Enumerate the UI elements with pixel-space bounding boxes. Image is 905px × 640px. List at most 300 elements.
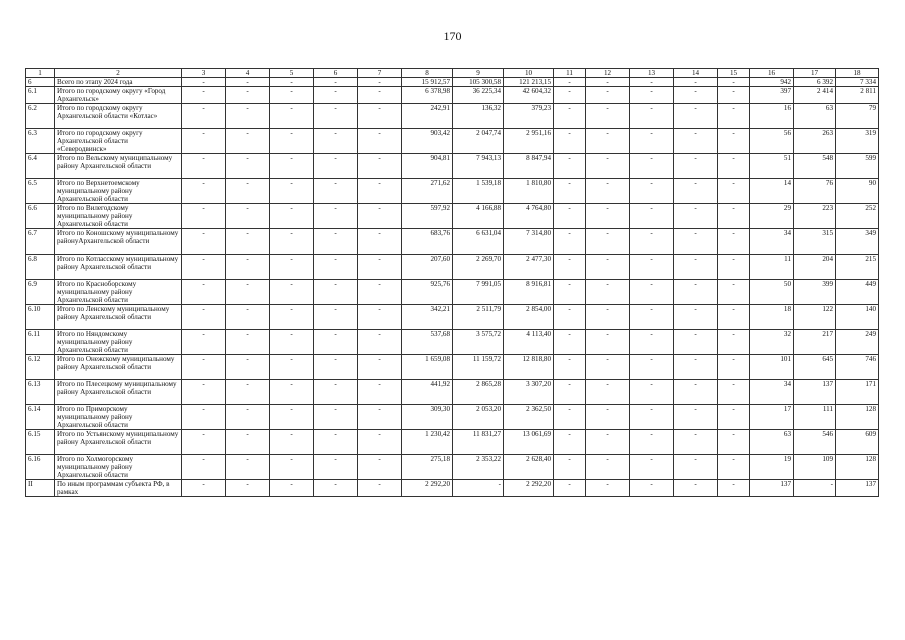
- cell-col-15: -: [718, 154, 750, 179]
- cell-col-8: 6 378,98: [402, 87, 453, 104]
- cell-col-18: 252: [836, 204, 879, 229]
- row-index: 6.14: [26, 405, 55, 430]
- cell-col-14: -: [674, 405, 718, 430]
- row-index: 6.3: [26, 129, 55, 154]
- cell-col-14: -: [674, 154, 718, 179]
- cell-col-3: -: [182, 380, 226, 405]
- row-name: Итого по Плесецкому муниципальному району Архангельской области: [55, 380, 182, 405]
- column-number: 9: [453, 69, 504, 78]
- cell-col-17: 6 392: [794, 78, 836, 87]
- table-row: [26, 87, 879, 104]
- table-row: [26, 104, 879, 129]
- row-name: Итого по Приморскому муниципальному району Архангельской области: [55, 405, 182, 430]
- table-row: [26, 229, 879, 255]
- cell-col-12: -: [586, 255, 630, 280]
- cell-col-8: 904,81: [402, 154, 453, 179]
- column-number: 17: [794, 69, 836, 78]
- cell-col-5: -: [270, 455, 314, 480]
- cell-col-6: -: [314, 179, 358, 204]
- cell-col-14: -: [674, 179, 718, 204]
- table-row: [26, 204, 879, 229]
- cell-col-14: -: [674, 455, 718, 480]
- cell-col-12: -: [586, 480, 630, 497]
- cell-col-14: -: [674, 78, 718, 87]
- table-row: [26, 179, 879, 204]
- cell-col-16: 11: [750, 255, 794, 280]
- cell-col-11: -: [554, 129, 586, 154]
- cell-col-15: -: [718, 87, 750, 104]
- cell-col-13: -: [630, 78, 674, 87]
- cell-col-10: 2 628,40: [504, 455, 554, 480]
- cell-col-10: 8 847,94: [504, 154, 554, 179]
- cell-col-10: 2 362,50: [504, 405, 554, 430]
- cell-col-9: 2 047,74: [453, 129, 504, 154]
- cell-col-7: -: [358, 104, 402, 129]
- cell-col-8: 1 659,08: [402, 355, 453, 380]
- cell-col-18: 349: [836, 229, 879, 255]
- cell-col-7: -: [358, 87, 402, 104]
- cell-col-4: -: [226, 430, 270, 455]
- row-name: Итого по Верхнетоемскому муниципальному району Архангельской области: [55, 179, 182, 204]
- cell-col-9: 36 225,34: [453, 87, 504, 104]
- cell-col-10: 3 307,20: [504, 380, 554, 405]
- cell-col-5: -: [270, 87, 314, 104]
- cell-col-8: 271,62: [402, 179, 453, 204]
- cell-col-12: -: [586, 355, 630, 380]
- cell-col-13: -: [630, 87, 674, 104]
- cell-col-15: -: [718, 280, 750, 305]
- cell-col-16: 19: [750, 455, 794, 480]
- cell-col-17: 645: [794, 355, 836, 380]
- cell-col-11: -: [554, 330, 586, 355]
- row-name: Итого по Онежскому муниципальному району Архангельской области: [55, 355, 182, 380]
- cell-col-18: 90: [836, 179, 879, 204]
- cell-col-5: -: [270, 204, 314, 229]
- cell-col-5: -: [270, 229, 314, 255]
- cell-col-14: -: [674, 129, 718, 154]
- cell-col-18: 2 811: [836, 87, 879, 104]
- cell-col-18: 7 334: [836, 78, 879, 87]
- cell-col-14: -: [674, 87, 718, 104]
- cell-col-7: -: [358, 154, 402, 179]
- table-row: [26, 78, 879, 87]
- cell-col-4: -: [226, 129, 270, 154]
- cell-col-5: -: [270, 104, 314, 129]
- column-number: 18: [836, 69, 879, 78]
- column-number-row: [26, 69, 879, 78]
- cell-col-16: 56: [750, 129, 794, 154]
- cell-col-13: -: [630, 179, 674, 204]
- cell-col-9: 2 865,28: [453, 380, 504, 405]
- cell-col-3: -: [182, 255, 226, 280]
- cell-col-6: -: [314, 380, 358, 405]
- cell-col-10: 42 604,32: [504, 87, 554, 104]
- table-row: [26, 129, 879, 154]
- cell-col-3: -: [182, 154, 226, 179]
- cell-col-5: -: [270, 78, 314, 87]
- cell-col-7: -: [358, 430, 402, 455]
- cell-col-3: -: [182, 129, 226, 154]
- cell-col-11: -: [554, 380, 586, 405]
- cell-col-3: -: [182, 204, 226, 229]
- cell-col-18: 171: [836, 380, 879, 405]
- row-index: 6.7: [26, 229, 55, 255]
- cell-col-16: 29: [750, 204, 794, 229]
- cell-col-8: 683,76: [402, 229, 453, 255]
- cell-col-16: 50: [750, 280, 794, 305]
- cell-col-13: -: [630, 255, 674, 280]
- cell-col-8: 1 230,42: [402, 430, 453, 455]
- cell-col-14: -: [674, 280, 718, 305]
- cell-col-4: -: [226, 204, 270, 229]
- cell-col-3: -: [182, 104, 226, 129]
- cell-col-12: -: [586, 229, 630, 255]
- cell-col-17: -: [794, 480, 836, 497]
- row-name: По иным программам субъекта РФ, в рамках: [55, 480, 182, 497]
- cell-col-15: -: [718, 179, 750, 204]
- cell-col-7: -: [358, 78, 402, 87]
- row-name: Итого по Ленскому муниципальному району Архангельской области: [55, 305, 182, 330]
- row-index: 6.12: [26, 355, 55, 380]
- cell-col-17: 111: [794, 405, 836, 430]
- row-index: 6.2: [26, 104, 55, 129]
- cell-col-10: 2 854,00: [504, 305, 554, 330]
- row-name: Итого по Няндомскому муниципальному району Архангельской области: [55, 330, 182, 355]
- cell-col-12: -: [586, 129, 630, 154]
- cell-col-10: 1 810,80: [504, 179, 554, 204]
- cell-col-12: -: [586, 78, 630, 87]
- cell-col-5: -: [270, 255, 314, 280]
- cell-col-13: -: [630, 480, 674, 497]
- cell-col-3: -: [182, 179, 226, 204]
- cell-col-15: -: [718, 480, 750, 497]
- cell-col-18: 137: [836, 480, 879, 497]
- cell-col-4: -: [226, 154, 270, 179]
- cell-col-14: -: [674, 430, 718, 455]
- cell-col-16: 34: [750, 229, 794, 255]
- cell-col-7: -: [358, 355, 402, 380]
- cell-col-9: 1 539,18: [453, 179, 504, 204]
- cell-col-18: 140: [836, 305, 879, 330]
- cell-col-18: 128: [836, 405, 879, 430]
- cell-col-3: -: [182, 305, 226, 330]
- table-row: [26, 455, 879, 480]
- cell-col-11: -: [554, 305, 586, 330]
- cell-col-11: -: [554, 154, 586, 179]
- cell-col-16: 397: [750, 87, 794, 104]
- column-number: 10: [504, 69, 554, 78]
- cell-col-7: -: [358, 480, 402, 497]
- row-index: II: [26, 480, 55, 497]
- column-number: 13: [630, 69, 674, 78]
- cell-col-10: 4 764,80: [504, 204, 554, 229]
- cell-col-9: 7 991,05: [453, 280, 504, 305]
- cell-col-16: 16: [750, 104, 794, 129]
- cell-col-12: -: [586, 204, 630, 229]
- cell-col-6: -: [314, 330, 358, 355]
- cell-col-6: -: [314, 305, 358, 330]
- cell-col-3: -: [182, 280, 226, 305]
- cell-col-12: -: [586, 380, 630, 405]
- table-row: [26, 305, 879, 330]
- cell-col-17: 548: [794, 154, 836, 179]
- cell-col-7: -: [358, 179, 402, 204]
- cell-col-11: -: [554, 280, 586, 305]
- cell-col-16: 51: [750, 154, 794, 179]
- cell-col-5: -: [270, 405, 314, 430]
- cell-col-14: -: [674, 355, 718, 380]
- cell-col-5: -: [270, 480, 314, 497]
- cell-col-5: -: [270, 179, 314, 204]
- cell-col-18: 746: [836, 355, 879, 380]
- row-name: Итого по городскому округу «Город Архангельск»: [55, 87, 182, 104]
- cell-col-7: -: [358, 255, 402, 280]
- cell-col-3: -: [182, 405, 226, 430]
- data-table: [25, 68, 879, 497]
- cell-col-9: 4 166,88: [453, 204, 504, 229]
- cell-col-9: 6 631,04: [453, 229, 504, 255]
- cell-col-13: -: [630, 355, 674, 380]
- cell-col-9: 105 300,58: [453, 78, 504, 87]
- cell-col-18: 599: [836, 154, 879, 179]
- cell-col-3: -: [182, 229, 226, 255]
- cell-col-15: -: [718, 104, 750, 129]
- cell-col-4: -: [226, 455, 270, 480]
- row-index: 6.4: [26, 154, 55, 179]
- row-name: Итого по Котласскому муниципальному району Архангельской области: [55, 255, 182, 280]
- column-number: 8: [402, 69, 453, 78]
- cell-col-15: -: [718, 229, 750, 255]
- cell-col-5: -: [270, 380, 314, 405]
- cell-col-16: 101: [750, 355, 794, 380]
- table-row: [26, 430, 879, 455]
- cell-col-12: -: [586, 430, 630, 455]
- cell-col-8: 342,21: [402, 305, 453, 330]
- column-number: 3: [182, 69, 226, 78]
- cell-col-17: 122: [794, 305, 836, 330]
- cell-col-11: -: [554, 179, 586, 204]
- cell-col-5: -: [270, 355, 314, 380]
- cell-col-3: -: [182, 480, 226, 497]
- cell-col-11: -: [554, 104, 586, 129]
- cell-col-12: -: [586, 305, 630, 330]
- cell-col-16: 32: [750, 330, 794, 355]
- cell-col-16: 942: [750, 78, 794, 87]
- cell-col-17: 315: [794, 229, 836, 255]
- cell-col-8: 242,91: [402, 104, 453, 129]
- cell-col-14: -: [674, 204, 718, 229]
- cell-col-6: -: [314, 204, 358, 229]
- cell-col-15: -: [718, 129, 750, 154]
- cell-col-12: -: [586, 179, 630, 204]
- cell-col-13: -: [630, 280, 674, 305]
- cell-col-6: -: [314, 355, 358, 380]
- cell-col-7: -: [358, 455, 402, 480]
- cell-col-6: -: [314, 430, 358, 455]
- cell-col-13: -: [630, 330, 674, 355]
- cell-col-17: 109: [794, 455, 836, 480]
- table-row: [26, 380, 879, 405]
- cell-col-11: -: [554, 355, 586, 380]
- cell-col-15: -: [718, 255, 750, 280]
- cell-col-14: -: [674, 255, 718, 280]
- cell-col-13: -: [630, 305, 674, 330]
- cell-col-3: -: [182, 455, 226, 480]
- table-row: [26, 330, 879, 355]
- cell-col-8: 925,76: [402, 280, 453, 305]
- cell-col-10: 13 061,69: [504, 430, 554, 455]
- cell-col-17: 263: [794, 129, 836, 154]
- cell-col-8: 2 292,20: [402, 480, 453, 497]
- cell-col-9: 2 511,79: [453, 305, 504, 330]
- cell-col-10: 8 916,81: [504, 280, 554, 305]
- cell-col-14: -: [674, 305, 718, 330]
- column-number: 7: [358, 69, 402, 78]
- cell-col-13: -: [630, 405, 674, 430]
- cell-col-3: -: [182, 330, 226, 355]
- cell-col-5: -: [270, 305, 314, 330]
- table-row: [26, 355, 879, 380]
- cell-col-16: 17: [750, 405, 794, 430]
- cell-col-9: 11 159,72: [453, 355, 504, 380]
- cell-col-12: -: [586, 280, 630, 305]
- cell-col-17: 223: [794, 204, 836, 229]
- cell-col-12: -: [586, 104, 630, 129]
- cell-col-8: 903,42: [402, 129, 453, 154]
- cell-col-10: 2 951,16: [504, 129, 554, 154]
- cell-col-8: 537,68: [402, 330, 453, 355]
- cell-col-18: 128: [836, 455, 879, 480]
- cell-col-4: -: [226, 330, 270, 355]
- row-name: Итого по Коношскому муниципальному районуАрхангельской области: [55, 229, 182, 255]
- cell-col-9: 11 831,27: [453, 430, 504, 455]
- row-name: Итого по Вельскому муниципальному району Архангельской области: [55, 154, 182, 179]
- column-number: 15: [718, 69, 750, 78]
- cell-col-11: -: [554, 229, 586, 255]
- cell-col-10: 7 314,80: [504, 229, 554, 255]
- cell-col-14: -: [674, 480, 718, 497]
- table-row: [26, 280, 879, 305]
- cell-col-6: -: [314, 154, 358, 179]
- row-name: Итого по Красноборскому муниципальному району Архангельской области: [55, 280, 182, 305]
- cell-col-13: -: [630, 129, 674, 154]
- cell-col-5: -: [270, 330, 314, 355]
- cell-col-4: -: [226, 255, 270, 280]
- cell-col-9: -: [453, 480, 504, 497]
- cell-col-11: -: [554, 480, 586, 497]
- cell-col-15: -: [718, 405, 750, 430]
- cell-col-10: 2 477,30: [504, 255, 554, 280]
- cell-col-8: 15 912,57: [402, 78, 453, 87]
- cell-col-17: 76: [794, 179, 836, 204]
- row-name: Итого по Холмогорскому муниципальному району Архангельской области: [55, 455, 182, 480]
- cell-col-3: -: [182, 78, 226, 87]
- row-index: 6.10: [26, 305, 55, 330]
- cell-col-13: -: [630, 154, 674, 179]
- cell-col-3: -: [182, 430, 226, 455]
- cell-col-6: -: [314, 280, 358, 305]
- cell-col-17: 399: [794, 280, 836, 305]
- row-index: 6.9: [26, 280, 55, 305]
- cell-col-7: -: [358, 129, 402, 154]
- cell-col-15: -: [718, 78, 750, 87]
- row-index: 6.15: [26, 430, 55, 455]
- row-index: 6.1: [26, 87, 55, 104]
- cell-col-18: 215: [836, 255, 879, 280]
- row-index: 6.8: [26, 255, 55, 280]
- cell-col-7: -: [358, 405, 402, 430]
- cell-col-4: -: [226, 480, 270, 497]
- cell-col-9: 3 575,72: [453, 330, 504, 355]
- cell-col-11: -: [554, 255, 586, 280]
- column-number: 12: [586, 69, 630, 78]
- cell-col-6: -: [314, 480, 358, 497]
- row-index: 6.13: [26, 380, 55, 405]
- page-number: 170: [443, 29, 462, 43]
- cell-col-7: -: [358, 330, 402, 355]
- cell-col-6: -: [314, 455, 358, 480]
- cell-col-7: -: [358, 204, 402, 229]
- cell-col-8: 207,60: [402, 255, 453, 280]
- cell-col-7: -: [358, 305, 402, 330]
- column-number: 6: [314, 69, 358, 78]
- cell-col-11: -: [554, 455, 586, 480]
- cell-col-15: -: [718, 204, 750, 229]
- cell-col-16: 14: [750, 179, 794, 204]
- cell-col-11: -: [554, 430, 586, 455]
- cell-col-18: 609: [836, 430, 879, 455]
- cell-col-4: -: [226, 229, 270, 255]
- cell-col-10: 4 113,40: [504, 330, 554, 355]
- cell-col-11: -: [554, 204, 586, 229]
- row-name: Итого по городскому округу Архангельской области «Северодвинск»: [55, 129, 182, 154]
- cell-col-15: -: [718, 305, 750, 330]
- column-number: 2: [55, 69, 182, 78]
- cell-col-18: 449: [836, 280, 879, 305]
- cell-col-9: 7 943,13: [453, 154, 504, 179]
- cell-col-14: -: [674, 229, 718, 255]
- cell-col-17: 137: [794, 380, 836, 405]
- cell-col-4: -: [226, 87, 270, 104]
- cell-col-3: -: [182, 355, 226, 380]
- row-name: Всего по этапу 2024 года: [55, 78, 182, 87]
- cell-col-6: -: [314, 405, 358, 430]
- row-name: Итого по Устьянскому муниципальному району Архангельской области: [55, 430, 182, 455]
- cell-col-4: -: [226, 305, 270, 330]
- cell-col-14: -: [674, 104, 718, 129]
- row-name: Итого по городскому округу Архангельской области «Котлас»: [55, 104, 182, 129]
- cell-col-6: -: [314, 129, 358, 154]
- row-index: 6.5: [26, 179, 55, 204]
- column-number: 16: [750, 69, 794, 78]
- cell-col-4: -: [226, 78, 270, 87]
- cell-col-12: -: [586, 154, 630, 179]
- table-row: [26, 480, 879, 497]
- cell-col-5: -: [270, 280, 314, 305]
- cell-col-6: -: [314, 104, 358, 129]
- column-number: 11: [554, 69, 586, 78]
- cell-col-18: 319: [836, 129, 879, 154]
- cell-col-13: -: [630, 204, 674, 229]
- cell-col-7: -: [358, 280, 402, 305]
- cell-col-11: -: [554, 78, 586, 87]
- cell-col-9: 136,32: [453, 104, 504, 129]
- cell-col-12: -: [586, 87, 630, 104]
- cell-col-9: 2 353,22: [453, 455, 504, 480]
- cell-col-4: -: [226, 280, 270, 305]
- cell-col-7: -: [358, 380, 402, 405]
- row-index: 6.11: [26, 330, 55, 355]
